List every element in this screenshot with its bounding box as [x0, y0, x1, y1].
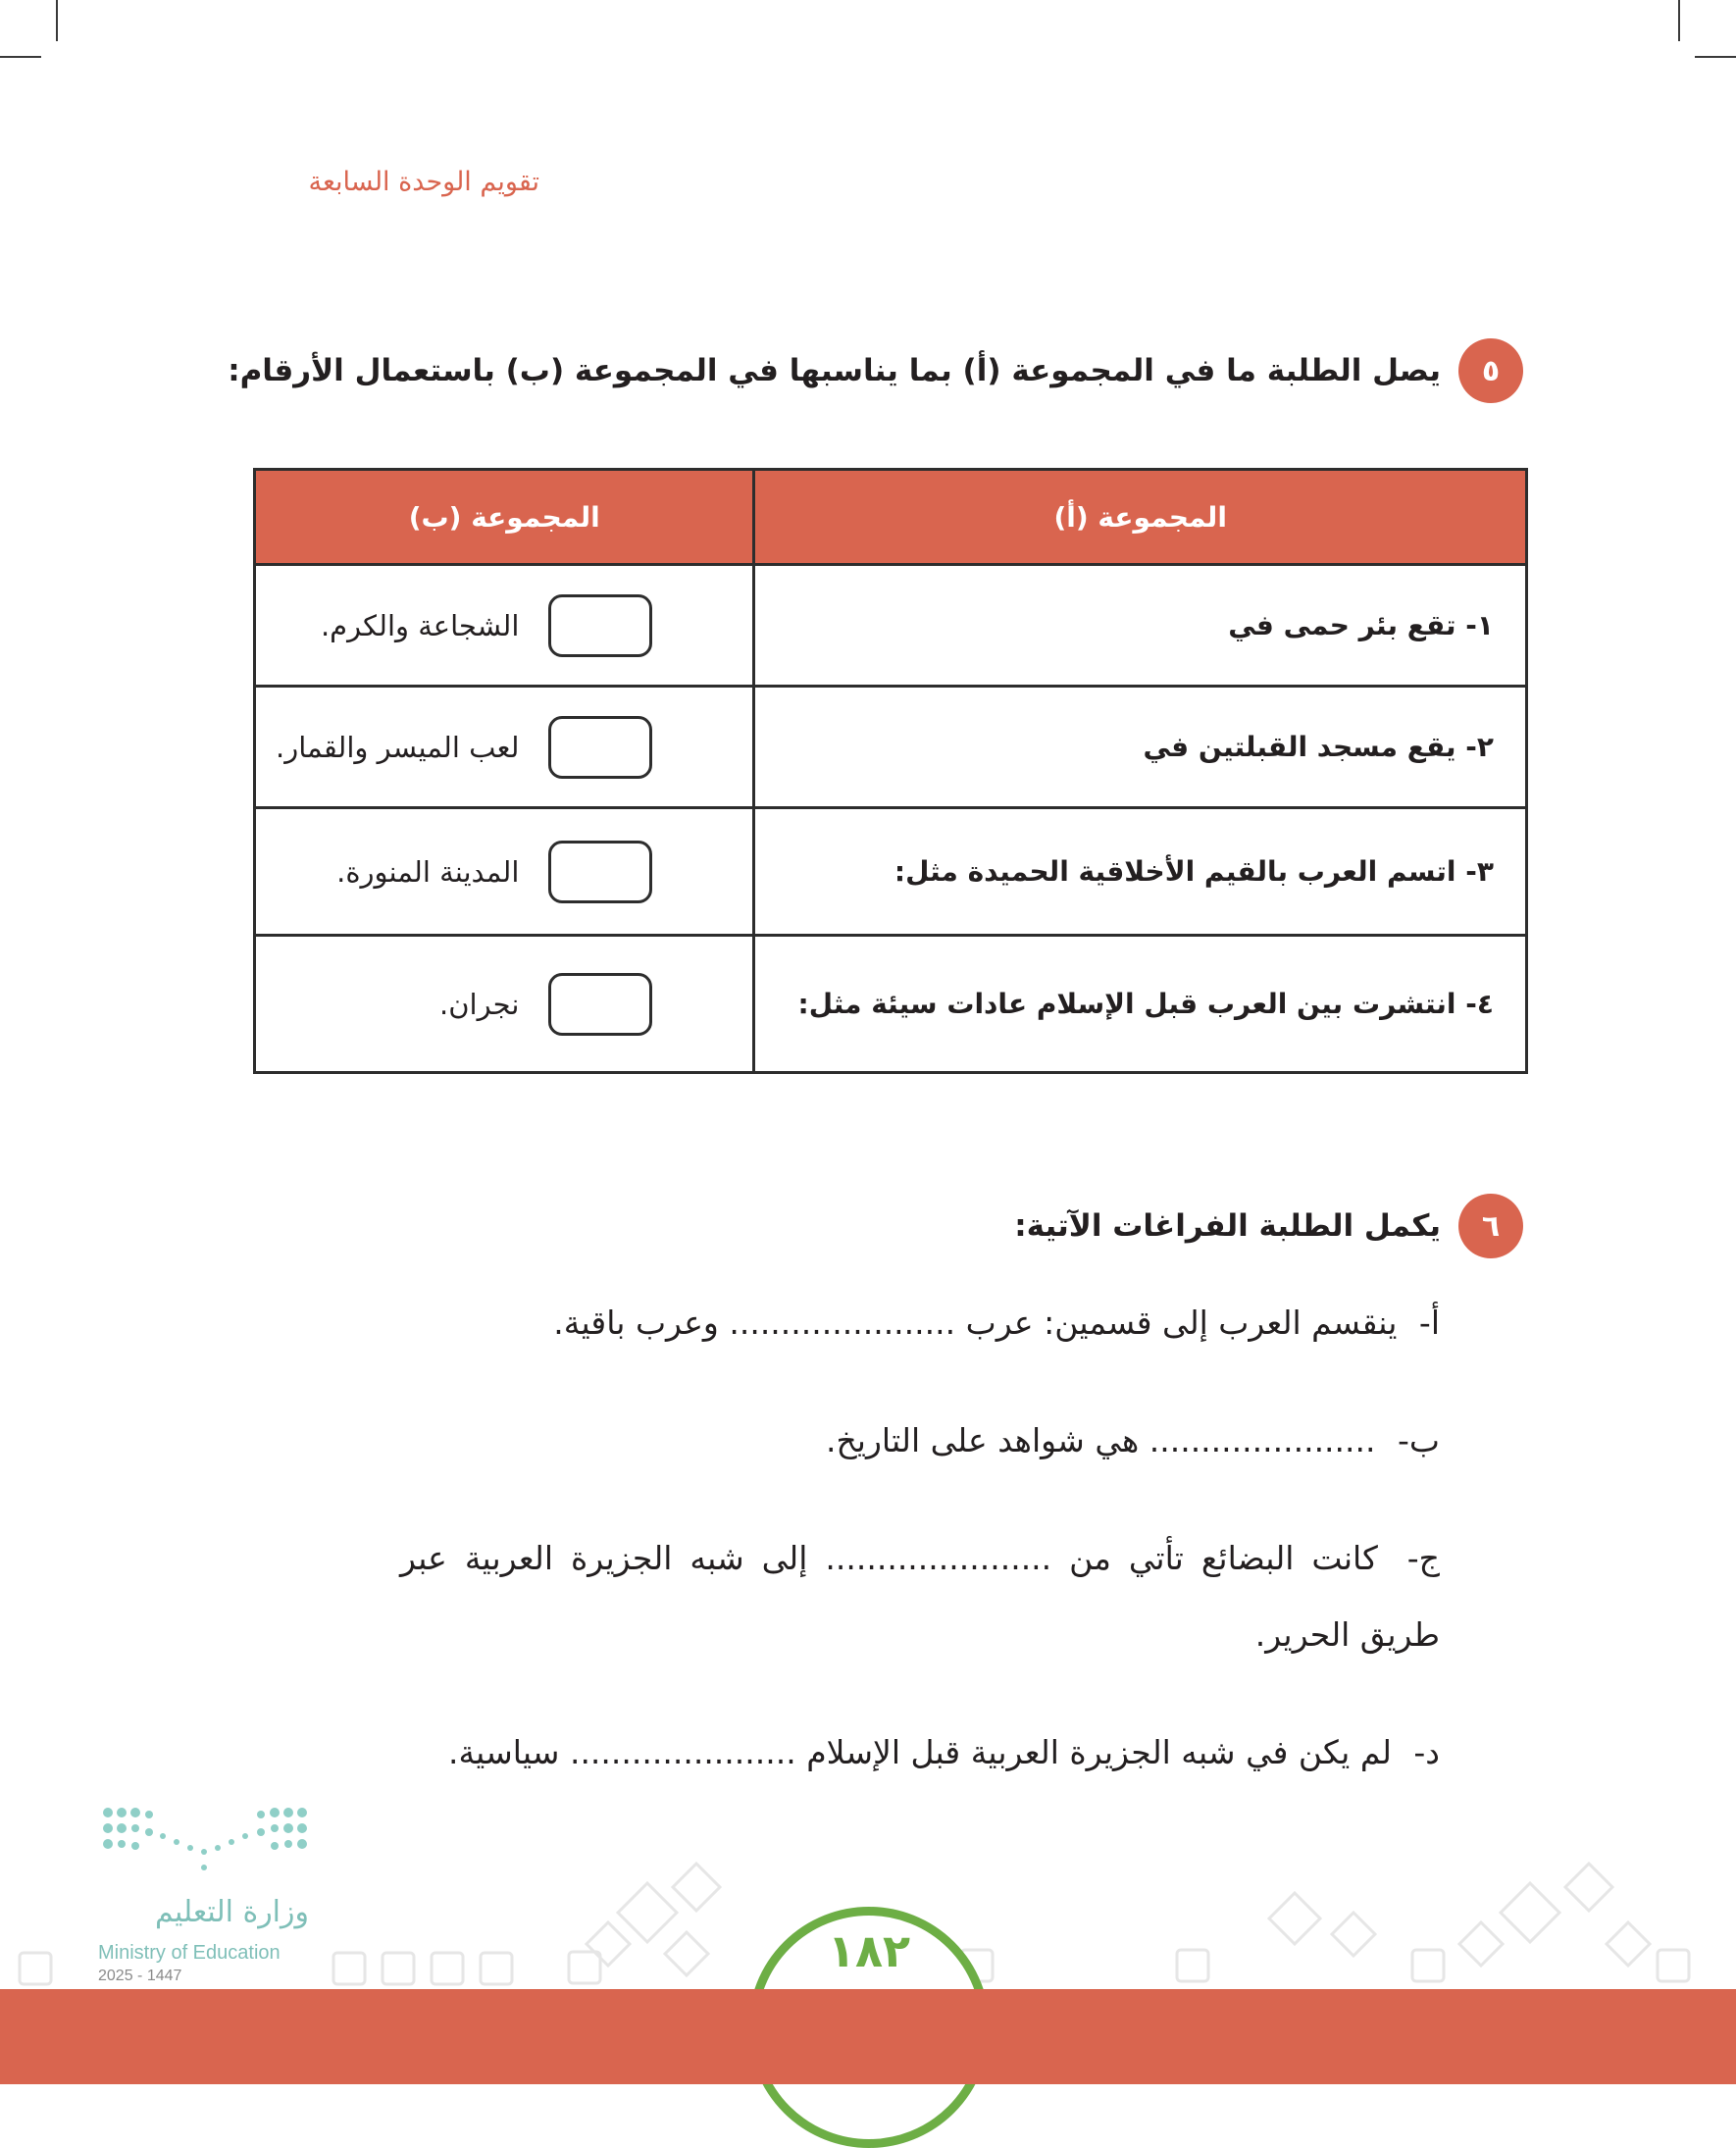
- group-b-cell: [255, 565, 754, 687]
- ministry-name-arabic: وزارة التعليم: [154, 1895, 309, 1929]
- question-number-badge: ٦: [1458, 1194, 1523, 1258]
- decorative-pattern: [549, 1844, 1707, 1991]
- group-b-header: المجموعة (ب): [255, 470, 754, 565]
- item-text-before: كانت البضائع تأتي من: [1069, 1539, 1378, 1577]
- item-text-after: إلى شبه الجزيرة العربية عبر طريق الحرير.: [400, 1539, 1440, 1654]
- group-a-header: المجموعة (أ): [754, 470, 1527, 565]
- crop-mark: [56, 0, 58, 41]
- answer-box[interactable]: [548, 973, 652, 1036]
- table-header-row: [255, 470, 1527, 565]
- item-letter: ج-: [1406, 1539, 1440, 1577]
- question-6-heading: [1014, 1194, 1523, 1258]
- item-text-after: سياسية.: [447, 1733, 560, 1771]
- fill-item: [400, 1403, 1440, 1479]
- question-instruction: يكمل الطلبة الفراغات الآتية:: [1014, 1208, 1441, 1244]
- group-b-cell: [255, 808, 754, 936]
- unit-title: تقويم الوحدة السابعة: [308, 167, 539, 197]
- crop-mark: [0, 56, 41, 58]
- edition-year: 2025 - 1447: [98, 1968, 182, 1984]
- fill-in-list: [400, 1285, 1440, 1832]
- answer-box[interactable]: [548, 841, 652, 903]
- table-row: [255, 808, 1527, 936]
- page-number: ١٨٢: [827, 1924, 911, 1977]
- group-a-item: ٢- يقع مسجد القبلتين في: [754, 687, 1527, 808]
- group-a-item: ١- تقع بئر حمى في: [754, 565, 1527, 687]
- group-a-item: ٤- انتشرت بين العرب قبل الإسلام عادات سيئة مثل:: [754, 936, 1527, 1073]
- crop-mark: [1678, 0, 1680, 41]
- table-row: [255, 936, 1527, 1073]
- ministry-logo-icon: [98, 1803, 314, 1881]
- ministry-name-english: Ministry of Education: [98, 1942, 281, 1964]
- item-text-before: ينقسم العرب إلى قسمين: عرب: [965, 1304, 1398, 1342]
- group-b-cell: [255, 687, 754, 808]
- group-b-item: نجران.: [439, 987, 520, 1021]
- blank-field[interactable]: ......................: [729, 1304, 956, 1342]
- question-5-heading: [228, 338, 1523, 403]
- group-b-item: الشجاعة والكرم.: [320, 608, 520, 642]
- crop-mark: [1695, 56, 1736, 58]
- fill-item: [400, 1520, 1440, 1673]
- item-letter: ب-: [1398, 1421, 1440, 1459]
- answer-box[interactable]: [548, 594, 652, 657]
- item-text-after: وعرب باقية.: [553, 1304, 719, 1342]
- group-b-item: المدينة المنورة.: [336, 854, 520, 889]
- item-text-after: هي شواهد على التاريخ.: [825, 1421, 1140, 1459]
- question-number-badge: ٥: [1458, 338, 1523, 403]
- fill-item: [400, 1714, 1440, 1791]
- group-b-cell: [255, 936, 754, 1073]
- group-a-item: ٣- اتسم العرب بالقيم الأخلاقية الحميدة مثل:: [754, 808, 1527, 936]
- question-instruction: يصل الطلبة ما في المجموعة (أ) بما يناسبها في المجموعة (ب) باستعمال الأرقام:: [228, 353, 1441, 388]
- footer-band-cover: [0, 1989, 1736, 2084]
- blank-field[interactable]: ......................: [569, 1733, 796, 1771]
- item-letter: د-: [1413, 1733, 1440, 1771]
- blank-field[interactable]: ......................: [825, 1539, 1052, 1577]
- group-b-item: لعب الميسر والقمار.: [276, 730, 520, 764]
- blank-field[interactable]: ......................: [1149, 1421, 1376, 1459]
- item-letter: أ-: [1418, 1304, 1440, 1342]
- answer-box[interactable]: [548, 716, 652, 779]
- item-text-before: لم يكن في شبه الجزيرة العربية قبل الإسلام: [806, 1733, 1392, 1771]
- fill-item: [400, 1285, 1440, 1361]
- table-row: [255, 687, 1527, 808]
- matching-table: [253, 468, 1528, 1074]
- table-row: [255, 565, 1527, 687]
